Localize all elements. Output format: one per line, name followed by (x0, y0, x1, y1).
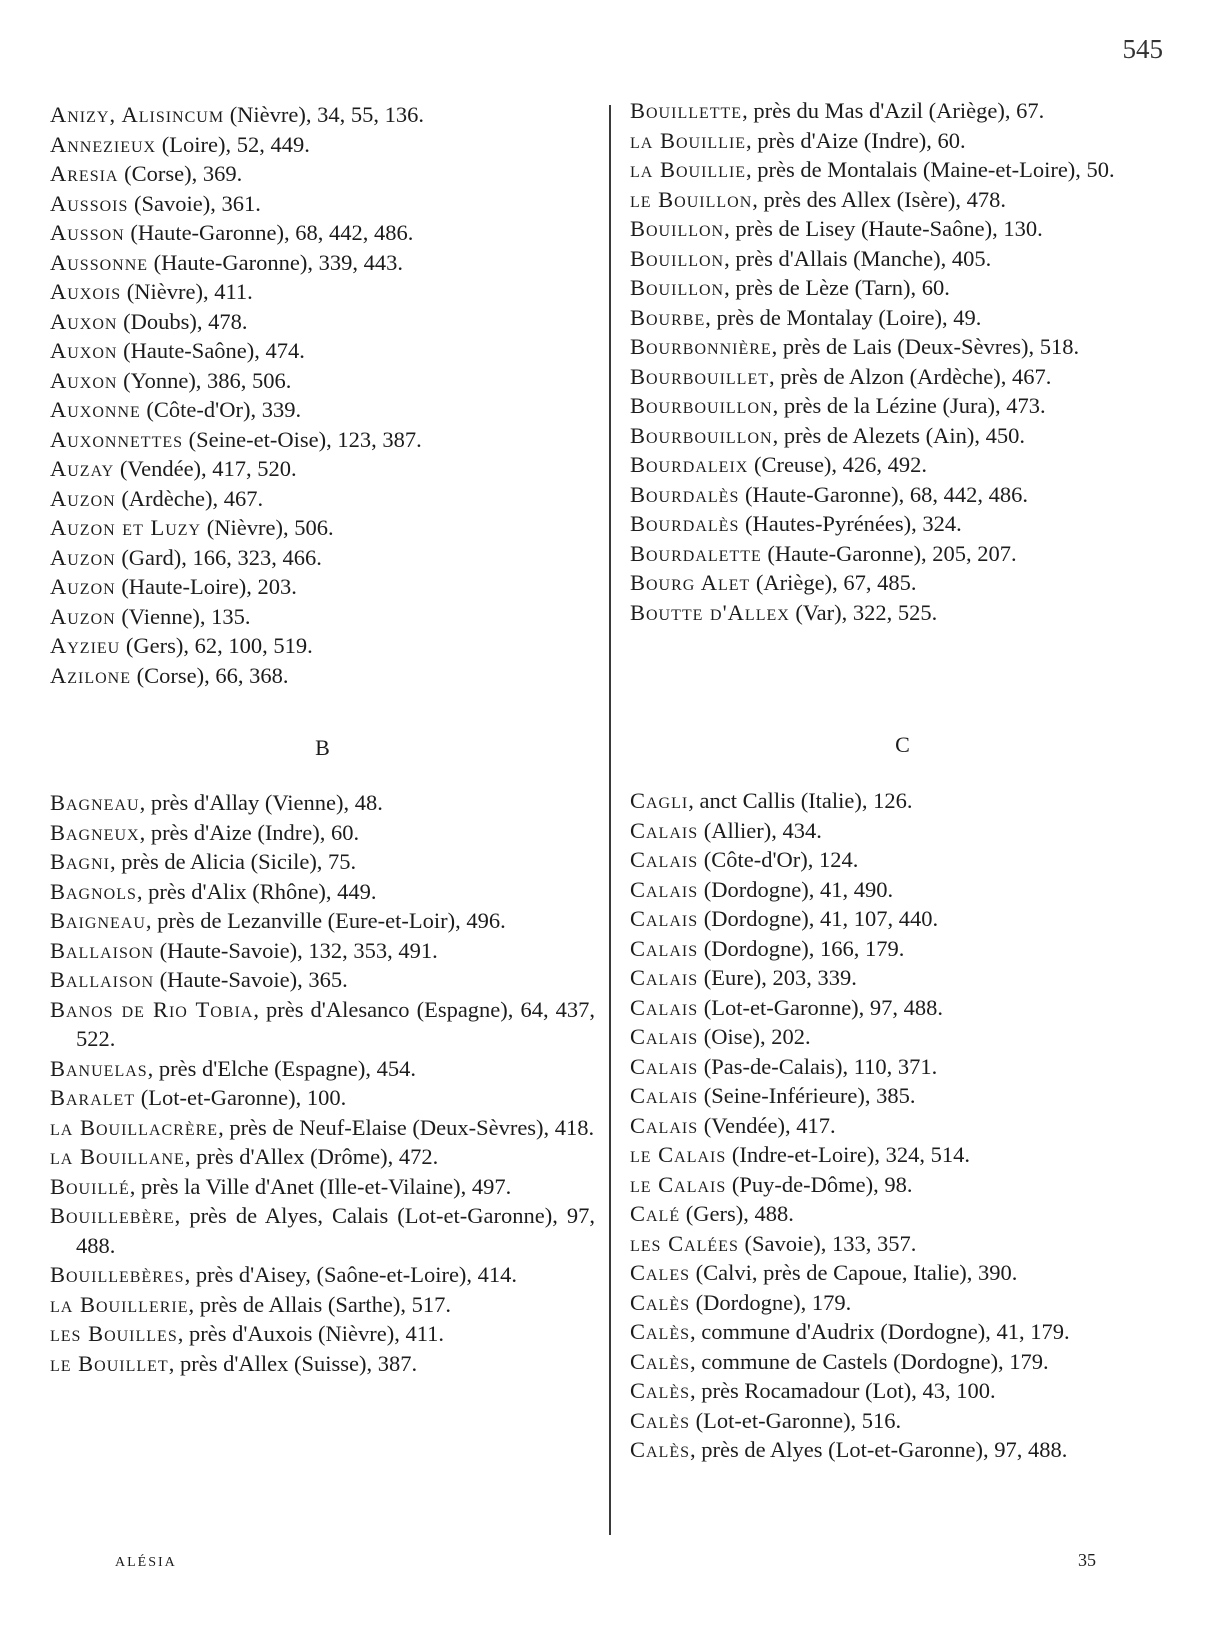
entry-place-name: Calès (630, 1378, 691, 1403)
index-entry (50, 995, 595, 1054)
index-entry (630, 845, 1070, 875)
entry-place-name: Bourbouillon (630, 422, 773, 448)
entry-place-name: Calais (630, 965, 699, 990)
entry-place-name: Ausson (50, 220, 125, 245)
index-entry (630, 1199, 1070, 1229)
index-entry (50, 366, 424, 396)
entry-details: , près d'Aize (Indre), 60. (139, 819, 360, 845)
entry-place-name: Auxonnettes (50, 426, 184, 452)
entry-place-name: les Bouilles (50, 1321, 178, 1346)
entry-details: , près de Alzon (Ardèche), 467. (769, 363, 1052, 389)
entry-place-name: le Bouillon (630, 186, 753, 212)
index-section-c (630, 786, 1070, 1465)
entry-place-name: Auxon (50, 338, 118, 363)
entry-details: , commune de Castels (Dordogne), 179. (690, 1348, 1049, 1374)
entry-place-name: Calais (630, 1112, 699, 1138)
index-entry (50, 1054, 595, 1084)
entry-place-name: Ayzieu (50, 633, 121, 658)
entry-details: (Vendée), 417, 520. (114, 456, 297, 481)
index-entry (630, 904, 1070, 934)
entry-details: , près de Lais (Deux-Sèvres), 518. (771, 334, 1080, 359)
entry-place-name: Calais (630, 1083, 699, 1108)
index-entry (630, 1406, 1070, 1436)
entry-details: (Calvi, près de Capoue, Italie), 390. (690, 1260, 1018, 1285)
entry-place-name: Bourbouillon (630, 393, 773, 418)
entry-place-name: la Bouillacrère (50, 1114, 219, 1140)
entry-place-name: la Bouillerie (50, 1291, 189, 1317)
entry-place-name: Auzon (50, 603, 116, 629)
entry-place-name: la Bouillane (50, 1144, 185, 1169)
entry-details: (Eure), 203, 339. (698, 965, 857, 990)
entry-place-name: Bourbonnière (630, 334, 772, 359)
index-entry (630, 1170, 1070, 1200)
entry-place-name: Bouillon (630, 245, 725, 271)
entry-place-name: Boutte d'Allex (630, 599, 790, 625)
index-entry (630, 963, 1070, 993)
entry-place-name: Calais (630, 876, 699, 902)
entry-details: (Var), 322, 525. (789, 599, 938, 625)
entry-details: (Lot-et-Garonne), 516. (690, 1407, 902, 1433)
entry-details: , près la Ville d'Anet (Ille-et-Vilaine), 497. (129, 1173, 512, 1199)
entry-place-name: Banuelas (50, 1055, 148, 1081)
index-entry (50, 395, 424, 425)
section-heading-c: C (895, 732, 910, 757)
index-entry (630, 480, 1115, 510)
index-entry (630, 1140, 1070, 1170)
entry-details: (Haute-Loire), 203. (115, 574, 297, 599)
entry-place-name: Bouillé (50, 1173, 130, 1199)
index-entry (630, 1288, 1070, 1318)
entry-place-name: Calais (630, 906, 699, 931)
entry-details: (Seine-et-Oise), 123, 387. (183, 426, 422, 452)
entry-details: (Savoie), 133, 357. (738, 1230, 917, 1256)
entry-details: , près de Alicia (Sicile), 75. (110, 849, 357, 874)
entry-place-name: Bouillebères (50, 1262, 185, 1287)
entry-details: , près de Alyes (Lot-et-Garonne), 97, 488. (690, 1437, 1068, 1462)
index-section-b (50, 788, 595, 1378)
entry-details: , près de Lèze (Tarn), 60. (724, 275, 950, 300)
index-entry (50, 877, 595, 907)
entry-details: , près d'Allais (Manche), 405. (724, 245, 992, 271)
index-entry (50, 906, 595, 936)
entry-details: (Loire), 52, 449. (156, 131, 310, 157)
index-entry (50, 484, 424, 514)
entry-place-name: Bouillon (630, 216, 725, 241)
index-entry (50, 936, 595, 966)
index-entry (630, 786, 1070, 816)
entry-details: , près Rocamadour (Lot), 43, 100. (690, 1378, 996, 1403)
index-entry (50, 847, 595, 877)
entry-details: (Ardèche), 467. (115, 485, 264, 511)
index-entry (630, 1435, 1070, 1465)
entry-place-name: Calès (630, 1437, 691, 1462)
footer-sheet-number: 35 (1078, 1550, 1096, 1570)
entry-details: (Gers), 62, 100, 519. (120, 633, 313, 658)
index-entry (50, 454, 424, 484)
entry-details: (Gers), 488. (680, 1201, 794, 1226)
entry-details: , près d'Alix (Rhône), 449. (136, 878, 377, 904)
entry-details: (Haute-Garonne), 68, 442, 486. (124, 220, 414, 245)
page-number: 545 (1122, 34, 1163, 64)
index-entry (50, 1260, 595, 1290)
index-entry (630, 1111, 1070, 1141)
entry-details: (Puy-de-Dôme), 98. (726, 1171, 913, 1197)
entry-details: (Vendée), 417. (698, 1112, 836, 1138)
entry-details: (Haute-Garonne), 205, 207. (761, 540, 1017, 566)
column-divider (609, 105, 611, 1535)
index-entry (630, 1317, 1070, 1347)
index-entry (630, 509, 1115, 539)
entry-details: , près d'Aize (Indre), 60. (746, 127, 966, 153)
index-entry (630, 1022, 1070, 1052)
index-entry (50, 277, 424, 307)
entry-details: (Haute-Savoie), 365. (154, 967, 348, 992)
entry-place-name: Anizy, Alisincum (50, 102, 225, 127)
index-entry (630, 214, 1115, 244)
index-section-a (50, 100, 424, 690)
entry-place-name: Bourdalès (630, 481, 740, 507)
entry-place-name: Auzon (50, 485, 116, 511)
entry-place-name: Bourbouillet (630, 363, 769, 389)
entry-details: , près du Mas d'Azil (Ariège), 67. (742, 98, 1045, 123)
entry-place-name: Calé (630, 1201, 681, 1226)
entry-place-name: Cales (630, 1260, 691, 1285)
entry-place-name: Auzon (50, 544, 116, 570)
index-entry (50, 1319, 595, 1349)
index-entry (630, 185, 1115, 215)
entry-details: , anct Callis (Italie), 126. (688, 788, 913, 813)
entry-details: (Haute-Saône), 474. (117, 338, 305, 363)
index-entry (50, 1172, 595, 1202)
index-entry (630, 934, 1070, 964)
entry-place-name: le Bouillet (50, 1350, 169, 1376)
index-entry (630, 1347, 1070, 1377)
entry-details: , près de Alezets (Ain), 450. (772, 422, 1025, 448)
entry-details: (Gard), 166, 323, 466. (115, 544, 322, 570)
index-entry (50, 1349, 595, 1379)
entry-details: (Haute-Garonne), 339, 443. (148, 249, 403, 275)
entry-place-name: le Calais (630, 1142, 727, 1167)
entry-details: (Nièvre), 411. (121, 279, 253, 304)
index-entry (50, 159, 424, 189)
entry-details: (Dordogne), 179. (690, 1289, 852, 1315)
index-entry (50, 965, 595, 995)
entry-place-name: le Calais (630, 1171, 727, 1197)
index-entry (630, 598, 1115, 628)
entry-place-name: Calais (630, 847, 699, 872)
index-entry (50, 425, 424, 455)
entry-place-name: Bourg Alet (630, 570, 751, 595)
entry-details: , près d'Aisey, (Saône-et-Loire), 414. (184, 1262, 518, 1287)
index-entry (630, 1229, 1070, 1259)
index-entry (50, 543, 424, 573)
entry-details: , près de Neuf-Elaise (Deux-Sèvres), 418. (218, 1114, 595, 1140)
entry-place-name: Baralet (50, 1085, 136, 1110)
index-entry (50, 130, 424, 160)
entry-place-name: Auzon et Luzy (50, 515, 202, 540)
index-entry (630, 126, 1115, 156)
index-entry (50, 189, 424, 219)
entry-place-name: Bouillebère (50, 1203, 175, 1228)
entry-details: (Yonne), 386, 506. (117, 367, 292, 393)
entry-details: (Savoie), 361. (128, 190, 261, 216)
entry-place-name: la Bouillie (630, 127, 747, 153)
entry-details: , près de la Lézine (Jura), 473. (772, 393, 1046, 418)
entry-details: (Nièvre), 34, 55, 136. (224, 102, 425, 127)
entry-details: (Allier), 434. (698, 817, 822, 843)
entry-place-name: Cagli (630, 788, 689, 813)
index-entry (50, 1142, 595, 1172)
index-entry (630, 303, 1115, 333)
entry-details: , près de Allais (Sarthe), 517. (188, 1291, 451, 1317)
index-entry (50, 513, 424, 543)
index-entry (630, 421, 1115, 451)
entry-details: , près d'Allex (Drôme), 472. (184, 1144, 439, 1169)
entry-details: (Corse), 369. (118, 161, 243, 186)
entry-details: , près de Alyes, Calais (Lot-et-Garonne), 97, 488. (76, 1203, 595, 1258)
entry-details: (Seine-Inférieure), 385. (698, 1083, 916, 1108)
entry-place-name: Calès (630, 1289, 691, 1315)
index-entry (630, 1081, 1070, 1111)
entry-details: (Corse), 66, 368. (131, 662, 289, 688)
entry-place-name: Bouillon (630, 275, 725, 300)
entry-details: , près de Lisey (Haute-Saône), 130. (724, 216, 1043, 241)
index-entry (50, 1201, 595, 1260)
entry-details: (Haute-Savoie), 132, 353, 491. (154, 937, 438, 963)
footer-signature: ALÉSIA (115, 1555, 177, 1570)
entry-details: , près d'Elche (Espagne), 454. (147, 1055, 417, 1081)
entry-details: , près de Lezanville (Eure-et-Loir), 496. (145, 908, 506, 933)
index-entry (50, 602, 424, 632)
entry-place-name: Bagneau (50, 790, 140, 815)
entry-place-name: Calès (630, 1407, 691, 1433)
entry-details: (Haute-Garonne), 68, 442, 486. (739, 481, 1029, 507)
index-entry (50, 631, 424, 661)
entry-place-name: Calès (630, 1319, 691, 1344)
index-entry (630, 273, 1115, 303)
entry-place-name: Auxois (50, 279, 122, 304)
index-entry (50, 1083, 595, 1113)
index-entry (50, 218, 424, 248)
entry-place-name: Aussonne (50, 249, 149, 275)
entry-place-name: Calais (630, 1053, 699, 1079)
index-entry (630, 1052, 1070, 1082)
entry-place-name: Ballaison (50, 937, 154, 963)
index-entry (630, 244, 1115, 274)
index-section-b-continued (630, 96, 1115, 627)
index-entry (630, 391, 1115, 421)
entry-place-name: Auxon (50, 308, 118, 334)
entry-details: (Nièvre), 506. (201, 515, 334, 540)
entry-details: (Hautes-Pyrénées), 324. (739, 511, 962, 536)
entry-place-name: Bagneux (50, 819, 140, 845)
entry-place-name: Calais (630, 1024, 699, 1049)
section-heading-b: B (315, 735, 330, 760)
entry-place-name: Aresia (50, 161, 119, 186)
entry-place-name: Baigneau (50, 908, 146, 933)
index-entry (630, 816, 1070, 846)
index-entry (630, 993, 1070, 1023)
entry-details: (Lot-et-Garonne), 100. (135, 1085, 347, 1110)
entry-place-name: Auxon (50, 367, 118, 393)
entry-details: , près de Montalay (Loire), 49. (705, 304, 982, 330)
entry-place-name: Bourbe (630, 304, 706, 330)
index-entry (630, 332, 1115, 362)
entry-place-name: Calais (630, 935, 699, 961)
entry-details: (Lot-et-Garonne), 97, 488. (698, 994, 944, 1020)
index-entry (50, 100, 424, 130)
index-entry (630, 875, 1070, 905)
entry-details: (Côte-d'Or), 124. (698, 847, 859, 872)
entry-details: (Côte-d'Or), 339. (140, 397, 302, 422)
index-entry (630, 1376, 1070, 1406)
entry-details: , près d'Allay (Vienne), 48. (139, 790, 383, 815)
entry-details: , près d'Auxois (Nièvre), 411. (177, 1321, 445, 1346)
entry-details: , près d'Alesanco (Espagne), 64, 437, 522. (76, 996, 595, 1051)
entry-details: (Doubs), 478. (117, 308, 248, 334)
index-entry (50, 248, 424, 278)
entry-place-name: Auzon (50, 574, 116, 599)
entry-place-name: Bourdalès (630, 511, 740, 536)
index-entry (630, 450, 1115, 480)
entry-place-name: Bourdaleix (630, 452, 749, 477)
entry-place-name: Auzay (50, 456, 115, 481)
index-entry (50, 788, 595, 818)
index-entry (50, 1113, 595, 1143)
index-entry (50, 336, 424, 366)
entry-place-name: Aussois (50, 190, 129, 216)
entry-place-name: Bourdalette (630, 540, 762, 566)
entry-place-name: Bouillette (630, 98, 743, 123)
entry-details: (Oise), 202. (698, 1024, 811, 1049)
entry-details: (Vienne), 135. (115, 603, 251, 629)
entry-details: (Creuse), 426, 492. (748, 452, 928, 477)
entry-details: , près d'Allex (Suisse), 387. (168, 1350, 418, 1376)
entry-details: , commune d'Audrix (Dordogne), 41, 179. (690, 1319, 1070, 1344)
index-entry (50, 661, 424, 691)
entry-place-name: Bagni (50, 849, 110, 874)
entry-place-name: Ballaison (50, 967, 154, 992)
entry-details: (Dordogne), 166, 179. (698, 935, 905, 961)
index-entry (630, 155, 1115, 185)
entry-details: (Pas-de-Calais), 110, 371. (698, 1053, 938, 1079)
entry-place-name: Azilone (50, 662, 132, 688)
entry-details: , près des Allex (Isère), 478. (752, 186, 1006, 212)
entry-place-name: Calais (630, 994, 699, 1020)
entry-details: (Indre-et-Loire), 324, 514. (726, 1142, 970, 1167)
entry-place-name: Calais (630, 817, 699, 843)
index-entry (50, 572, 424, 602)
index-entry (630, 539, 1115, 569)
entry-place-name: Banos de Rio Tobia (50, 996, 254, 1022)
entry-place-name: Bagnols (50, 878, 137, 904)
entry-details: (Dordogne), 41, 490. (698, 876, 894, 902)
index-entry (630, 96, 1115, 126)
index-entry (50, 1290, 595, 1320)
index-entry (630, 568, 1115, 598)
entry-details: , près de Montalais (Maine-et-Loire), 50. (746, 157, 1115, 182)
entry-place-name: Auxonne (50, 397, 141, 422)
entry-place-name: la Bouillie (630, 157, 747, 182)
entry-place-name: les Calées (630, 1230, 739, 1256)
index-entry (630, 362, 1115, 392)
index-entry (630, 1258, 1070, 1288)
entry-details: (Dordogne), 41, 107, 440. (698, 906, 939, 931)
index-entry (50, 818, 595, 848)
entry-place-name: Calès (630, 1348, 691, 1374)
entry-place-name: Annezieux (50, 131, 157, 157)
entry-details: (Ariège), 67, 485. (750, 570, 917, 595)
index-entry (50, 307, 424, 337)
